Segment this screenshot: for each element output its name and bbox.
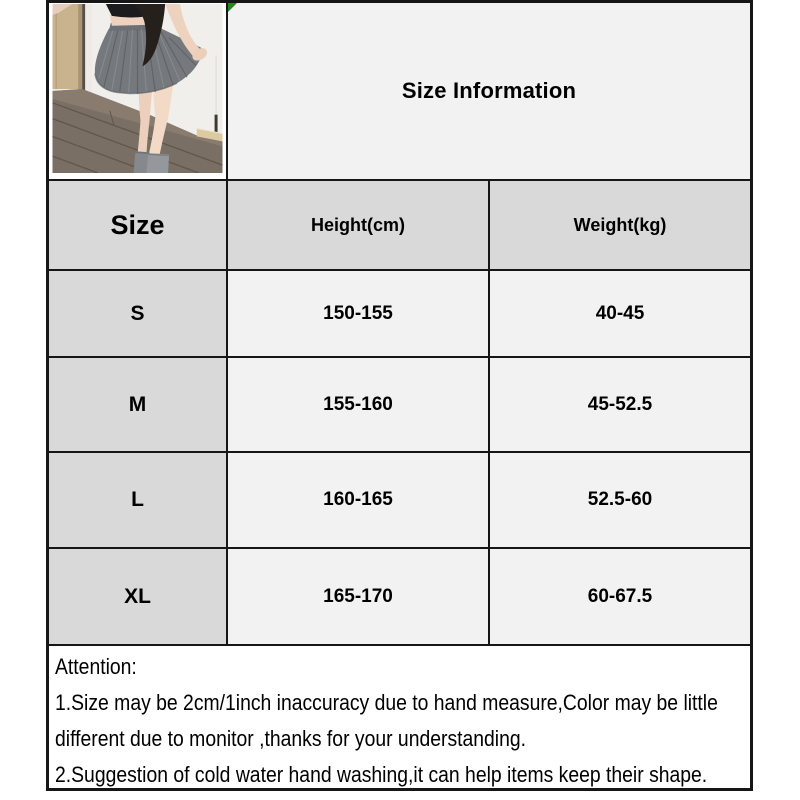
height-value: 165-170: [228, 549, 490, 644]
title-cell: [228, 3, 750, 179]
size-chart-sheet: [46, 0, 753, 791]
column-header-height: Height(cm): [228, 181, 490, 269]
green-corner-marker: [228, 3, 237, 12]
weight-value: 45-52.5: [490, 358, 750, 451]
weight-value: 52.5-60: [490, 453, 750, 547]
attention-note-1: 1.Size may be 2cm/1inch inaccuracy due to hand measure,Color may be little different due to monitor ,thanks for your understanding.: [55, 690, 718, 751]
table-row-s: [49, 271, 750, 358]
height-value: 160-165: [228, 453, 490, 547]
column-header-weight: Weight(kg): [490, 181, 750, 269]
height-value: 155-160: [228, 358, 490, 451]
table-row-xl: [49, 549, 750, 646]
height-value: 150-155: [228, 271, 490, 356]
attention-box: [49, 646, 750, 788]
size-label: XL: [49, 549, 228, 644]
weight-value: 40-45: [490, 271, 750, 356]
door: [53, 4, 86, 90]
attention-note-2: 2.Suggestion of cold water hand washing,it can help items keep their shape.: [55, 762, 708, 787]
size-label: M: [49, 358, 228, 451]
table-row-m: [49, 358, 750, 453]
sock: [146, 153, 169, 173]
column-header-size: Size: [49, 181, 228, 269]
attention-heading: Attention:: [55, 654, 137, 679]
product-photo: [52, 4, 223, 173]
top-row: [49, 3, 750, 181]
weight-value: 60-67.5: [490, 549, 750, 644]
size-label: L: [49, 453, 228, 547]
table-row-l: [49, 453, 750, 549]
table-header-row: [49, 181, 750, 271]
product-photo-cell: [49, 3, 228, 179]
page-title: Size Information: [401, 78, 577, 103]
size-label: S: [49, 271, 228, 356]
